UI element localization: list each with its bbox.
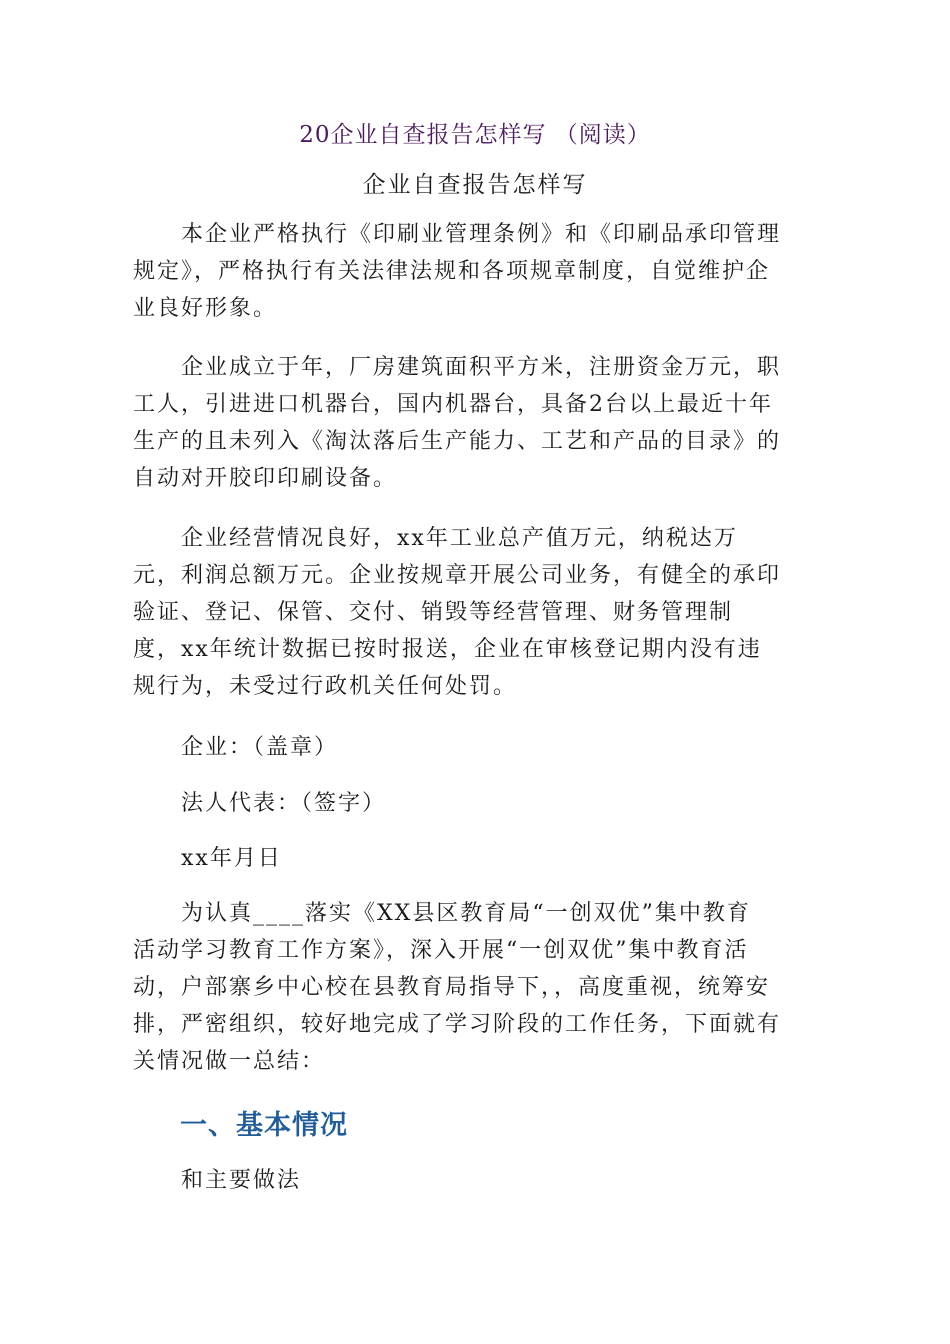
paragraph-line: 度，xx年统计数据已按时报送，企业在审核登记期内没有违 [133,637,762,662]
paragraph-line: 自动对开胶印印刷设备。 [133,466,398,491]
paragraph-line: 排，严密组织，较好地完成了学习阶段的工作任务，下面就有 [133,1012,782,1037]
paragraph-regulations [133,216,823,327]
section-text-line: 和主要做法 [181,1168,302,1193]
paragraph-line: 企业经营情况良好，xx年工业总产值万元，纳税达万 [181,526,738,551]
paragraph-line: 企业成立于年，厂房建筑面积平方米，注册资金万元，职 [181,355,782,380]
paragraph-line: 规行为，未受过行政机关任何处罚。 [133,674,518,699]
paragraph-line: 为认真____落实《XX县区教育局“一创双优”集中教育 [181,901,751,926]
date-text: xx年月日 [181,846,282,871]
paragraph-line: 业良好形象。 [133,296,278,321]
paragraph-line: 验证、登记、保管、交付、销毁等经营管理、财务管理制 [133,600,734,625]
paragraph-line: 生产的且未列入《淘汰落后生产能力、工艺和产品的目录》的 [133,429,782,454]
company-seal-text: 企业：（盖章） [181,735,339,760]
paragraph-line: 规定》，严格执行有关法律法规和各项规章制度，自觉维护企 [133,259,771,284]
paragraph-line: 本企业严格执行《印刷业管理条例》和《印刷品承印管理 [181,222,782,247]
paragraph-education-summary [133,895,823,1080]
paragraph-line: 元，利润总额万元。企业按规章开展公司业务，有健全的承印 [133,563,782,588]
paragraph-line: 动，户部寨乡中心校在县教育局指导下，，高度重视，统筹安 [133,975,771,1000]
section-text [133,1162,823,1199]
paragraph-line: 活动学习教育工作方案》，深入开展“一创双优”集中教育活 [133,938,749,963]
company-seal-line [133,729,823,766]
section-heading-basic-situation: 一、基本情况 [180,1110,348,1141]
document-title: 20企业自查报告怎样写 （阅读） [299,122,651,148]
paragraph-line: 工人，引进进口机器台，国内机器台，具备2台以上最近十年 [133,392,773,417]
paragraph-line: 关情况做一总结： [133,1049,326,1074]
paragraph-operations [133,520,823,705]
legal-representative-line [133,785,823,822]
legal-representative-text: 法人代表：（签字） [181,791,387,816]
document-subtitle: 企业自查报告怎样写 [362,172,588,198]
paragraph-company-info [133,349,823,497]
date-line [133,840,823,877]
